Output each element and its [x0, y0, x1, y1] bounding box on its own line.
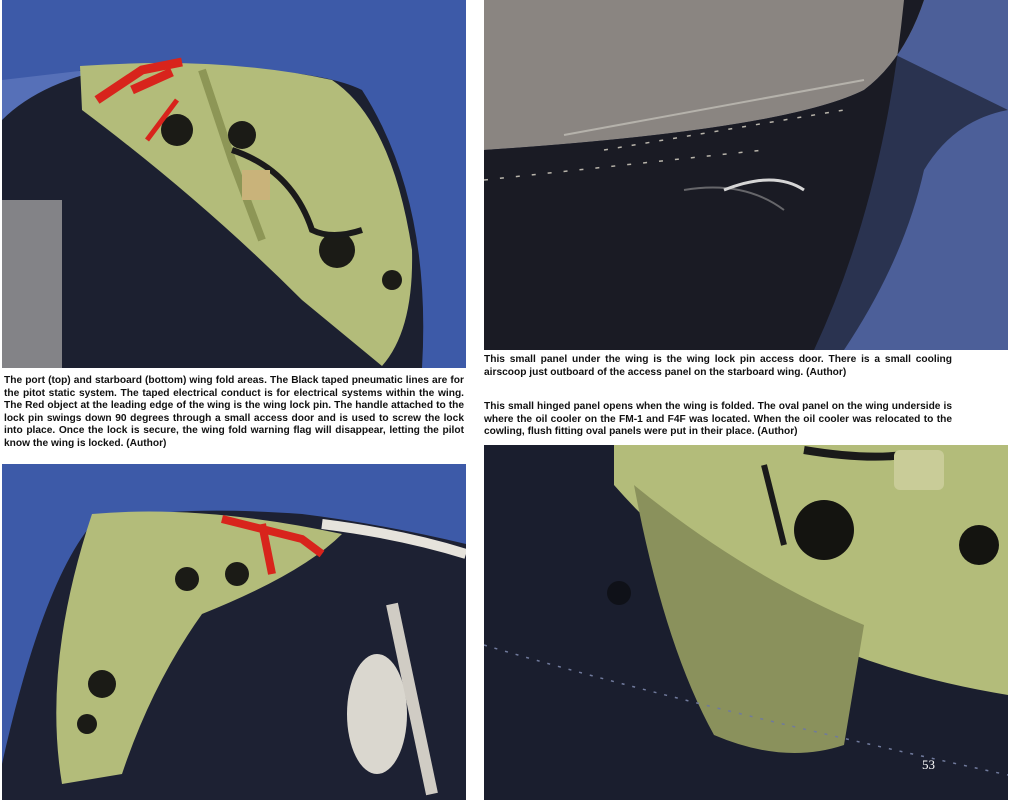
starboard-wing-fold-photo — [2, 464, 466, 800]
hinged-panel-photo — [484, 445, 1008, 800]
lock-pin-door-caption: This small panel under the wing is the wing lock pin access door. There is a small cooling airscoop just outboard of the access panel on the starboard wing. (Author) — [484, 354, 952, 378]
hinged-panel-caption: This small hinged panel opens when the wing is folded. The oval panel on the wing underside is where the oil cooler on the FM-1 and F4F was located. When the oil cooler was relocated to the cowling, flush fitting oval panels were put in their place. (Author) — [484, 401, 952, 438]
wing-fold-caption: The port (top) and starboard (bottom) wing fold areas. The Black taped pneumatic lines are for the pitot static system. The taped electrical conduct is for electrical systems within the wing. The Red object at the leading edge of the wing is the wing lock pin. The handle attached to the lock pin swings down 90 degrees through a small access door and is used to screw the lock into place. Once the lock is secure, the wing fold warning flag will disappear, letting the pilot know the wing is locked. (Author) — [4, 375, 464, 449]
port-wing-fold-photo — [2, 0, 466, 368]
page-number: 53 — [922, 757, 935, 772]
lock-pin-access-door-photo — [484, 0, 1008, 350]
